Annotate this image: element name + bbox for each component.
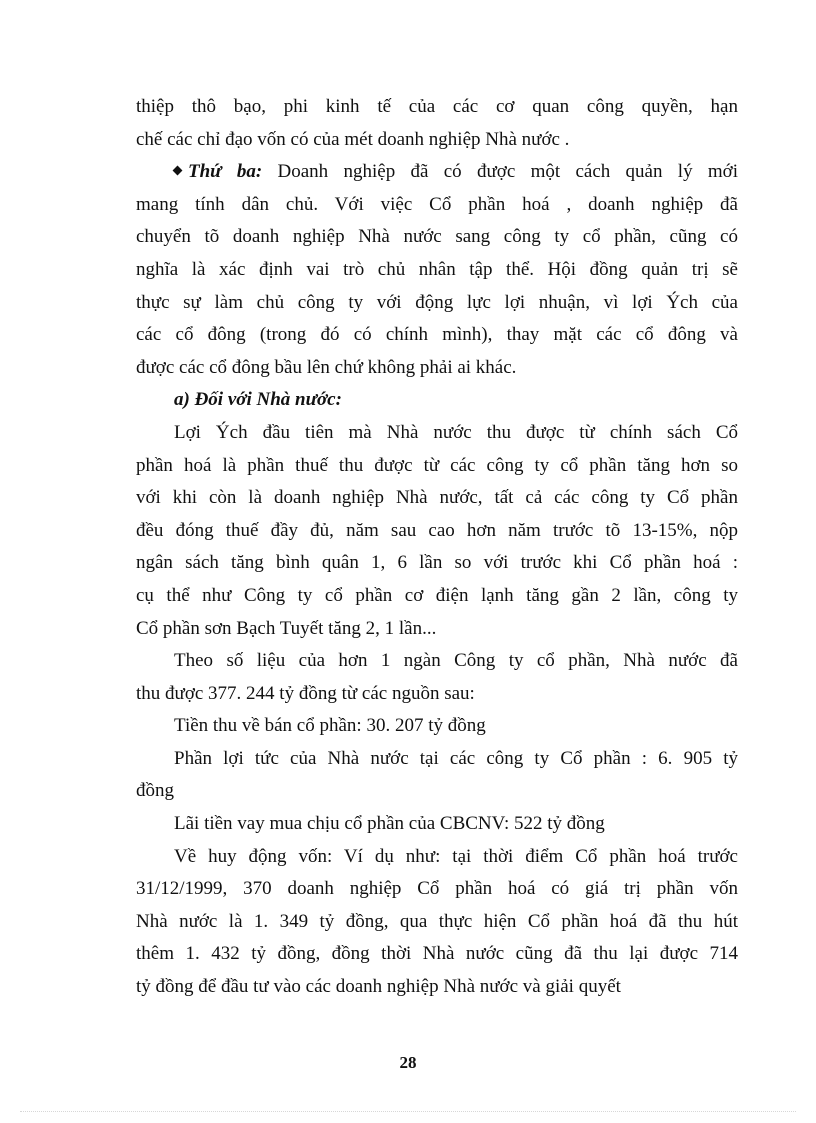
text-line: Cổ phần sơn Bạch Tuyết tăng 2, 1 lần... — [136, 617, 437, 639]
text-line: đồng — [136, 780, 174, 802]
text-line: chế các chỉ đạo vốn có của mét doanh nghiệp Nhà nước . — [136, 128, 570, 150]
text-line: cụ thể như Công ty cổ phần cơ điện lạnh tăng gần 2 lần, công ty — [136, 584, 738, 606]
page-number: 28 — [399, 1053, 417, 1072]
body-text — [136, 91, 738, 1004]
text-line: với khi còn là doanh nghiệp Nhà nước, tất cả các công ty Cổ phần — [136, 487, 738, 509]
text-line: Nhà nước là 1. 349 tỷ đồng, qua thực hiện Cổ phần hoá đã thu hút — [136, 910, 738, 932]
bullet-paragraph-line — [136, 156, 738, 189]
text-line: ngân sách tăng bình quân 1, 6 lần so với trước khi Cổ phần hoá : — [136, 552, 738, 574]
text-line: Tiền thu về bán cổ phần: 30. 207 tỷ đồng — [174, 715, 486, 737]
text-line: Doanh nghiệp đã có được một cách quản lý mới — [277, 161, 738, 183]
text-line: 31/12/1999, 370 doanh nghiệp Cổ phần hoá có giá trị phần vốn — [136, 878, 738, 900]
section-heading: a) Đối với Nhà nước: — [174, 389, 342, 411]
text-line: chuyển tõ doanh nghiệp Nhà nước sang công ty cổ phần, cũng có — [136, 226, 738, 248]
text-line: mang tính dân chủ. Với việc Cổ phần hoá , doanh nghiệp đã — [136, 193, 738, 215]
text-line: phần hoá là phần thuế thu được từ các công ty cổ phần tăng hơn so — [136, 454, 738, 476]
text-line: tỷ đồng để đầu tư vào các doanh nghiệp Nhà nước và giải quyết — [136, 976, 621, 998]
text-line: thu được 377. 244 tỷ đồng từ các nguồn sau: — [136, 682, 475, 704]
text-line: đều đóng thuế đầy đủ, năm sau cao hơn năm trước tõ 13-15%, nộp — [136, 519, 738, 541]
text-line: các cổ đông (trong đó có chính mình), thay mặt các cổ đông và — [136, 324, 738, 346]
text-line: nghĩa là xác định vai trò chủ nhân tập thể. Hội đồng quản trị sẽ — [136, 258, 738, 280]
text-line: thực sự làm chủ công ty với động lực lợi nhuận, vì lợi Ých của — [136, 291, 738, 313]
footer-divider — [20, 1111, 796, 1112]
text-line: Lợi Ých đầu tiên mà Nhà nước thu được từ chính sách Cổ — [174, 421, 738, 443]
bullet-label: Thứ ba: — [188, 161, 263, 183]
text-line: Lãi tiền vay mua chịu cổ phần của CBCNV: 522 tỷ đồng — [174, 813, 605, 835]
diamond-bullet-icon — [173, 166, 183, 176]
text-line: thêm 1. 432 tỷ đồng, đồng thời Nhà nước cũng đã thu lại được 714 — [136, 943, 738, 965]
text-line: thiệp thô bạo, phi kinh tế của các cơ quan công quyền, hạn — [136, 96, 738, 117]
text-line: Phần lợi tức của Nhà nước tại các công ty Cổ phần : 6. 905 tỷ — [174, 747, 738, 769]
text-line: được các cổ đông bầu lên chứ không phải ai khác. — [136, 356, 517, 378]
text-line: Về huy động vốn: Ví dụ như: tại thời điểm Cổ phần hoá trước — [174, 845, 738, 867]
text-line: Theo số liệu của hơn 1 ngàn Công ty cổ phần, Nhà nước đã — [174, 650, 738, 672]
